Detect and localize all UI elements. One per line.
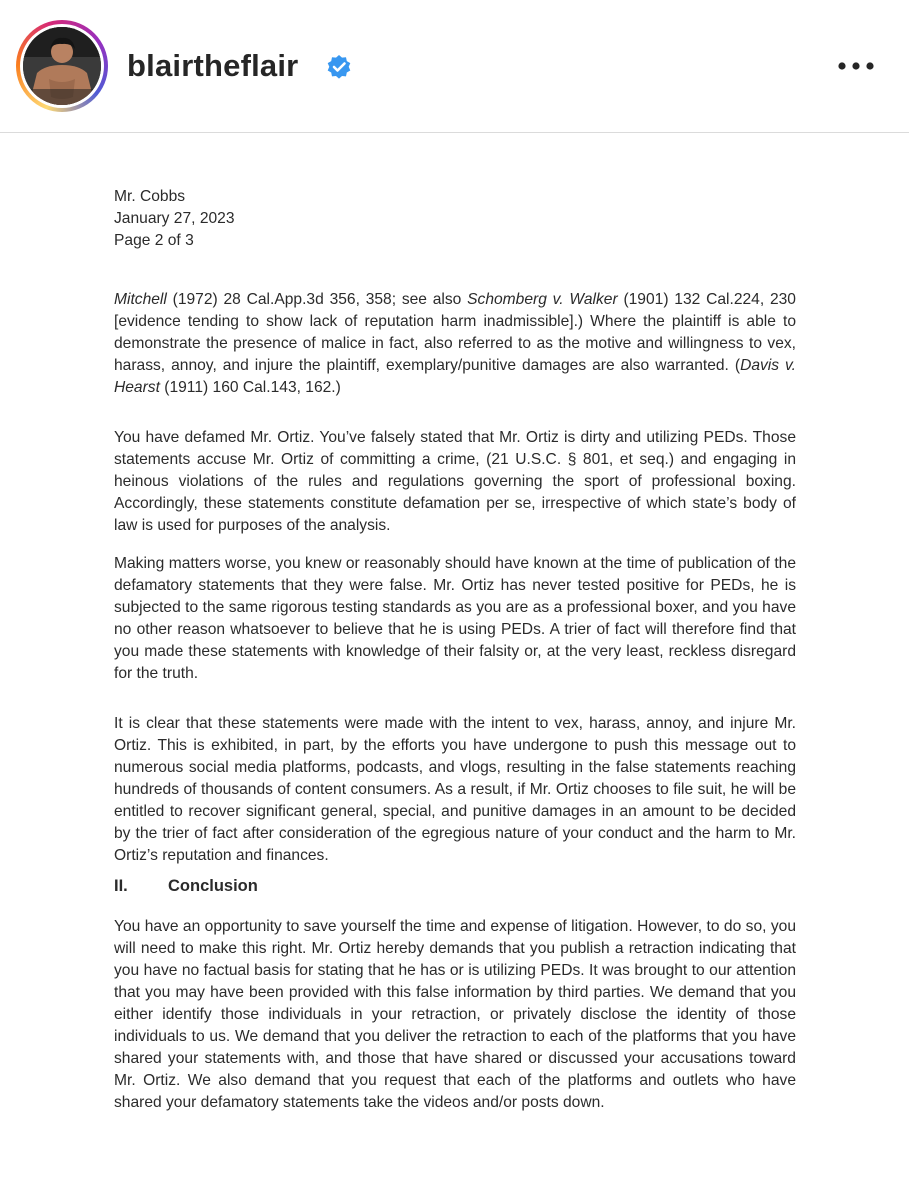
date-line: January 27, 2023 xyxy=(114,210,235,227)
paragraph-citations xyxy=(114,289,796,399)
username[interactable]: blairtheflair xyxy=(127,48,299,83)
citation-text: (1972) 28 Cal.App.3d 356, 358; see also xyxy=(166,291,468,308)
more-options-icon[interactable] xyxy=(836,58,876,74)
citation-text: (1911) 160 Cal.143, 162.) xyxy=(159,379,341,396)
letter-heading xyxy=(114,186,235,252)
post-image-letter xyxy=(0,133,909,1200)
avatar[interactable] xyxy=(23,27,101,105)
recipient-line: Mr. Cobbs xyxy=(114,188,186,205)
paragraph-defamation: You have defamed Mr. Ortiz. You’ve falsely stated that Mr. Ortiz is dirty and utilizing PEDs. Those statements accuse Mr. Ortiz of committing a crime, (21 U.S.C. § 801, et seq.) and engaging in heinous violations of the rules and regulations governing the sport of professional boxing. Accordingly, these statements constitute defamation per se, irrespective of which state’s body of law is used for purposes of the analysis. xyxy=(114,429,796,534)
section-number: II. xyxy=(114,877,128,895)
section-heading xyxy=(114,875,258,897)
case-name: Davis v. Hearst xyxy=(114,357,797,396)
paragraph-intent: It is clear that these statements were made with the intent to vex, harass, annoy, and injure Mr. Ortiz. This is exhibited, in part, by the efforts you have undergone to push this message out to numerous social media platforms, podcasts, and vlogs, resulting in the false statements reaching hundreds of thousands of content consumers. As a result, if Mr. Ortiz chooses to file suit, he will be entitled to recover significant general, special, and punitive damages in an amount to be decided by the trier of fact after consideration of the egregious nature of your conduct and the harm to Mr. Ortiz’s reputation and finances. xyxy=(114,715,796,864)
citation-text: (1901) 132 Cal.224, 230 [evidence tending to show lack of reputation harm inadmissible].) Where the plaintiff is able to demonstrate the presence of malice in fact, also referred to as the motive and willingness to vex, harass, annoy, and injure the plaintiff, exemplary/punitive damages are also warranted. ( xyxy=(114,291,796,374)
verified-badge-icon xyxy=(326,54,352,80)
story-ring[interactable] xyxy=(16,20,108,112)
avatar-image xyxy=(23,27,101,105)
section-title: Conclusion xyxy=(168,877,258,895)
case-name: Schomberg v. Walker xyxy=(467,291,618,308)
paragraph-conclusion: You have an opportunity to save yourself the time and expense of litigation. However, to do so, you will need to make this right. Mr. Ortiz hereby demands that you publish a retraction indicating that you have no factual basis for stating that he has or is utilizing PEDs. It was brought to our attention that you may have been provided with this false information by third parties. We demand that you either identify those individuals in your retraction, or privately disclose the identity of those individuals to us. We demand that you deliver the retraction to each of the platforms that you have shared your statements with, and those that have shared or discussed your accusations toward Mr. Ortiz. We also demand that you request that each of the platforms and outlets who have shared your defamatory statements take the videos and/or posts down. xyxy=(114,918,796,1111)
avatar-border xyxy=(20,24,104,108)
paragraph-knowledge: Making matters worse, you knew or reasonably should have known at the time of publication of the defamatory statements that they were false. Mr. Ortiz has never tested positive for PEDs, he is subjected to the same rigorous testing standards as you are as a professional boxer, and you have no other reason whatsoever to believe that he is using PEDs. A trier of fact will therefore find that you made these statements with knowledge of their falsity or, at the very least, reckless disregard for the truth. xyxy=(114,555,796,682)
case-name: Mitchell xyxy=(114,291,167,308)
post-header xyxy=(0,0,909,133)
page-number-line: Page 2 of 3 xyxy=(114,232,194,249)
